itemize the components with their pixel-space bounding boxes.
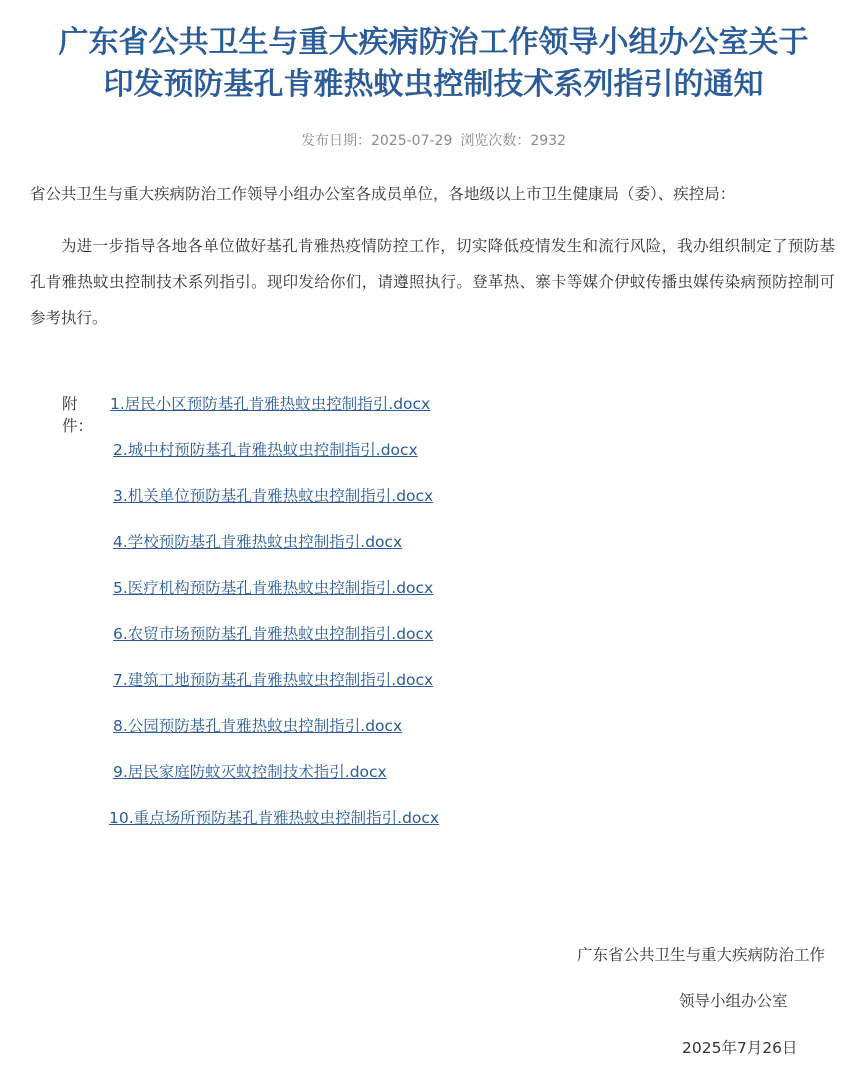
attachment-link-6[interactable]: 6.农贸市场预防基孔肯雅热蚊虫控制指引.docx [113, 625, 434, 643]
attachment-link-9[interactable]: 9.居民家庭防蚊灭蚊控制技术指引.docx [113, 763, 387, 781]
attachment-link-10[interactable]: 10.重点场所预防基孔肯雅热蚊虫控制指引.docx [109, 809, 440, 827]
attachment-link-7[interactable]: 7.建筑工地预防基孔肯雅热蚊虫控制指引.docx [113, 671, 434, 689]
body-paragraph: 为进一步指导各地各单位做好基孔肯雅热疫情防控工作，切实降低疫情发生和流行风险，我办组织制定了预防基孔肯雅热蚊虫控制技术系列指引。现印发给你们，请遵照执行。登革热、寨卡等媒介伊蚊传播虫媒传染病预防控制可参考执行。 [30, 237, 835, 327]
signoff-org-line-2: 领导小组办公室 [679, 992, 788, 1010]
attachment-link-8[interactable]: 8.公园预防基孔肯雅热蚊虫控制指引.docx [113, 717, 403, 735]
publish-date: 发布日期：2025-07-29 [300, 133, 453, 149]
salutation: 省公共卫生与重大疾病防治工作领导小组办公室各成员单位，各地级以上市卫生健康局（委）、疾控局： [30, 185, 736, 203]
attachments-label: 附件： [62, 395, 94, 435]
attachment-link-2[interactable]: 2.城中村预防基孔肯雅热蚊虫控制指引.docx [113, 441, 418, 459]
attachment-link-1[interactable]: 1.居民小区预防基孔肯雅热蚊虫控制指引.docx [110, 395, 431, 413]
title-line-1: 广东省公共卫生与重大疾病防治工作领导小组办公室关于 [58, 25, 809, 60]
attachment-link-4[interactable]: 4.学校预防基孔肯雅热蚊虫控制指引.docx [113, 533, 403, 551]
signoff-org-line-1: 广东省公共卫生与重大疾病防治工作 [577, 946, 826, 964]
article-meta [0, 130, 867, 150]
attachment-link-3[interactable]: 3.机关单位预防基孔肯雅热蚊虫控制指引.docx [113, 487, 434, 505]
page-title [0, 22, 867, 106]
attachment-link-5[interactable]: 5.医疗机构预防基孔肯雅热蚊虫控制指引.docx [113, 579, 434, 597]
signoff-date: 2025年7月26日 [682, 1039, 798, 1057]
title-line-2: 印发预防基孔肯雅热蚊虫控制技术系列指引的通知 [103, 67, 764, 102]
view-count: 浏览次数：2932 [460, 133, 566, 149]
